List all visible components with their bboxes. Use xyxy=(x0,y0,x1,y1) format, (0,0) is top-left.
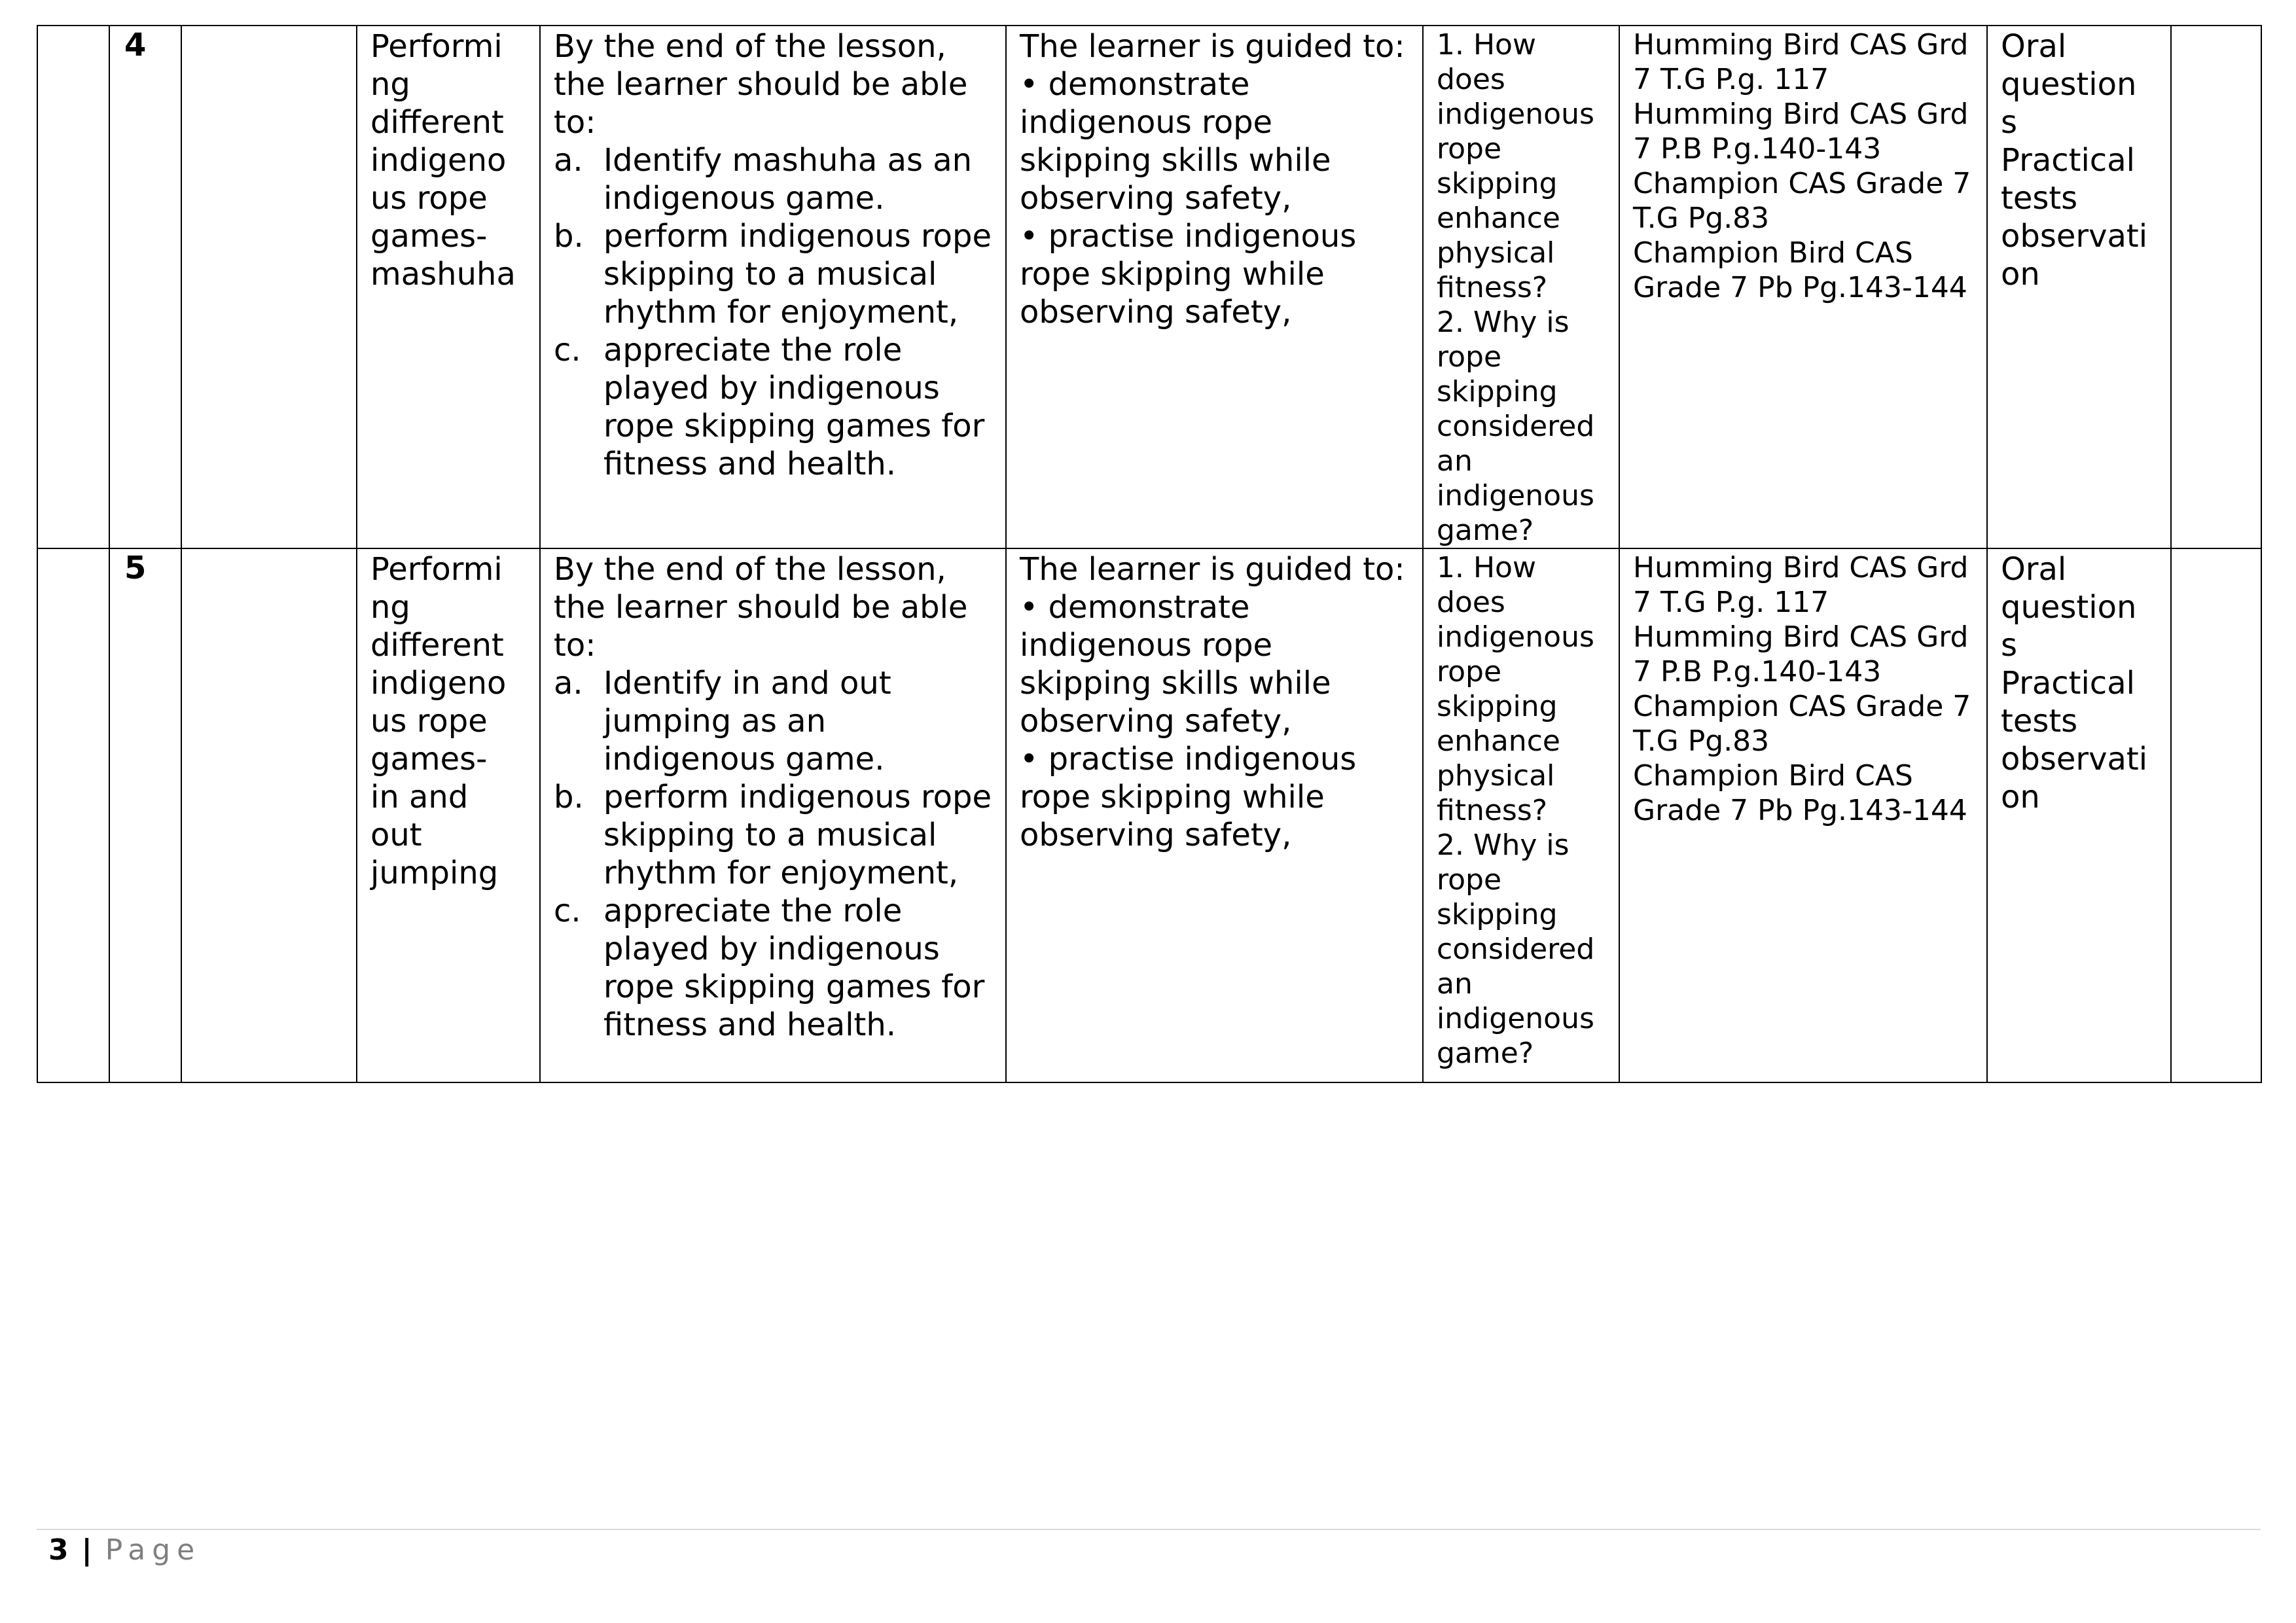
sub-strand-line: indigeno xyxy=(370,142,507,179)
objectives-intro: By the end of the lesson, the learner should be able to: xyxy=(554,28,968,141)
scheme-of-work-table xyxy=(37,25,2262,1083)
resource-item: Champion CAS Grade 7 T.G Pg.83 xyxy=(1633,167,1971,235)
assessment-line: Oral xyxy=(2001,551,2067,588)
assessment-line: Practical xyxy=(2001,665,2135,702)
table-row xyxy=(37,548,2261,1082)
week-cell xyxy=(37,548,109,1082)
resources-cell xyxy=(1619,548,1987,1082)
sub-strand-line: jumping xyxy=(370,855,499,891)
experience-item: • practise indigenous rope skipping while observing safety, xyxy=(1020,741,1357,853)
experience-item: • demonstrate indigenous rope skipping skills while observing safety, xyxy=(1020,66,1331,217)
objectives-cell xyxy=(540,548,1006,1082)
resource-item: Humming Bird CAS Grd 7 P.B P.g.140-143 xyxy=(1633,98,1969,166)
inquiry-question: 1. How does indigenous rope skipping enhance physical fitness? xyxy=(1437,551,1594,827)
sub-strand-cell xyxy=(357,548,540,1082)
objective-item: c. appreciate the role played by indigenous rope skipping games for fitness and health. xyxy=(554,332,985,482)
page-footer xyxy=(48,1533,201,1568)
resources-cell xyxy=(1619,26,1987,548)
objectives-cell xyxy=(540,26,1006,548)
objective-item: a. Identify in and out jumping as an indigenous game. xyxy=(554,665,891,777)
assessment-line: observati xyxy=(2001,741,2148,777)
sub-strand-line: out xyxy=(370,817,422,853)
objective-item: c. appreciate the role played by indigenous rope skipping games for fitness and health. xyxy=(554,893,985,1043)
experience-item: • demonstrate indigenous rope skipping skills while observing safety, xyxy=(1020,589,1331,740)
assessment-line: tests xyxy=(2001,180,2078,217)
experience-item: • practise indigenous rope skipping while observing safety, xyxy=(1020,218,1357,330)
sub-strand-line: different xyxy=(370,627,504,664)
strand-cell xyxy=(181,26,357,548)
resource-item: Humming Bird CAS Grd 7 T.G P.g. 117 xyxy=(1633,551,1969,619)
experiences-intro: The learner is guided to: xyxy=(1020,551,1405,588)
sub-strand-line: indigeno xyxy=(370,665,507,702)
assessment-cell xyxy=(1987,548,2171,1082)
inquiry-question: 2. Why is rope skipping considered an indigenous game? xyxy=(1437,306,1595,547)
assessment-line: Oral xyxy=(2001,28,2067,65)
sub-strand-line: ng xyxy=(370,66,410,103)
sub-strand-line: us rope xyxy=(370,180,488,217)
assessment-line: tests xyxy=(2001,703,2078,740)
remarks-cell xyxy=(2171,548,2261,1082)
sub-strand-line: in and xyxy=(370,779,469,815)
objectives-list xyxy=(554,664,992,1044)
table-row xyxy=(37,26,2261,548)
assessment-line: question xyxy=(2001,589,2137,626)
objective-item: a. Identify mashuha as an indigenous game. xyxy=(554,142,973,217)
objectives-list xyxy=(554,141,992,483)
assessment-line: s xyxy=(2001,627,2018,664)
resource-item: Champion CAS Grade 7 T.G Pg.83 xyxy=(1633,690,1971,758)
assessment-line: question xyxy=(2001,66,2137,103)
lesson-number-cell xyxy=(109,548,181,1082)
sub-strand-cell xyxy=(357,26,540,548)
assessment-line: observati xyxy=(2001,218,2148,255)
sub-strand-line: games- xyxy=(370,741,488,777)
inquiry-question: 1. How does indigenous rope skipping enhance physical fitness? xyxy=(1437,28,1594,304)
sub-strand-line: mashuha xyxy=(370,256,516,293)
page-label: Page xyxy=(105,1533,202,1567)
assessment-line: on xyxy=(2001,256,2040,293)
objective-item: b. perform indigenous rope skipping to a musical rhythm for enjoyment, xyxy=(554,218,992,330)
sub-strand-line: Performi xyxy=(370,28,503,65)
footer-divider xyxy=(37,1529,2261,1530)
resource-item: Humming Bird CAS Grd 7 P.B P.g.140-143 xyxy=(1633,620,1969,688)
objective-item: b. perform indigenous rope skipping to a musical rhythm for enjoyment, xyxy=(554,779,992,891)
lesson-number: 5 xyxy=(124,550,147,586)
sub-strand-line: different xyxy=(370,104,504,141)
page-number: 3 xyxy=(48,1533,69,1567)
assessment-line: on xyxy=(2001,779,2040,815)
objectives-intro: By the end of the lesson, the learner should be able to: xyxy=(554,551,968,664)
assessment-cell xyxy=(1987,26,2171,548)
experiences-cell xyxy=(1006,548,1423,1082)
experiences-intro: The learner is guided to: xyxy=(1020,28,1405,65)
inquiry-question: 2. Why is rope skipping considered an indigenous game? xyxy=(1437,829,1595,1070)
sub-strand-line: us rope xyxy=(370,703,488,740)
experiences-cell xyxy=(1006,26,1423,548)
lesson-number-cell xyxy=(109,26,181,548)
week-cell xyxy=(37,26,109,548)
inquiry-questions-cell xyxy=(1423,26,1619,548)
sub-strand-line: ng xyxy=(370,589,410,626)
resource-item: Champion Bird CAS Grade 7 Pb Pg.143-144 xyxy=(1633,759,1967,827)
footer-separator: | xyxy=(81,1533,92,1567)
sub-strand-line: Performi xyxy=(370,551,503,588)
assessment-line: Practical xyxy=(2001,142,2135,179)
assessment-line: s xyxy=(2001,104,2018,141)
remarks-cell xyxy=(2171,26,2261,548)
resource-item: Humming Bird CAS Grd 7 T.G P.g. 117 xyxy=(1633,28,1969,96)
sub-strand-line: games- xyxy=(370,218,488,255)
lesson-number: 4 xyxy=(124,27,147,63)
strand-cell xyxy=(181,548,357,1082)
resource-item: Champion Bird CAS Grade 7 Pb Pg.143-144 xyxy=(1633,236,1967,304)
inquiry-questions-cell xyxy=(1423,548,1619,1082)
